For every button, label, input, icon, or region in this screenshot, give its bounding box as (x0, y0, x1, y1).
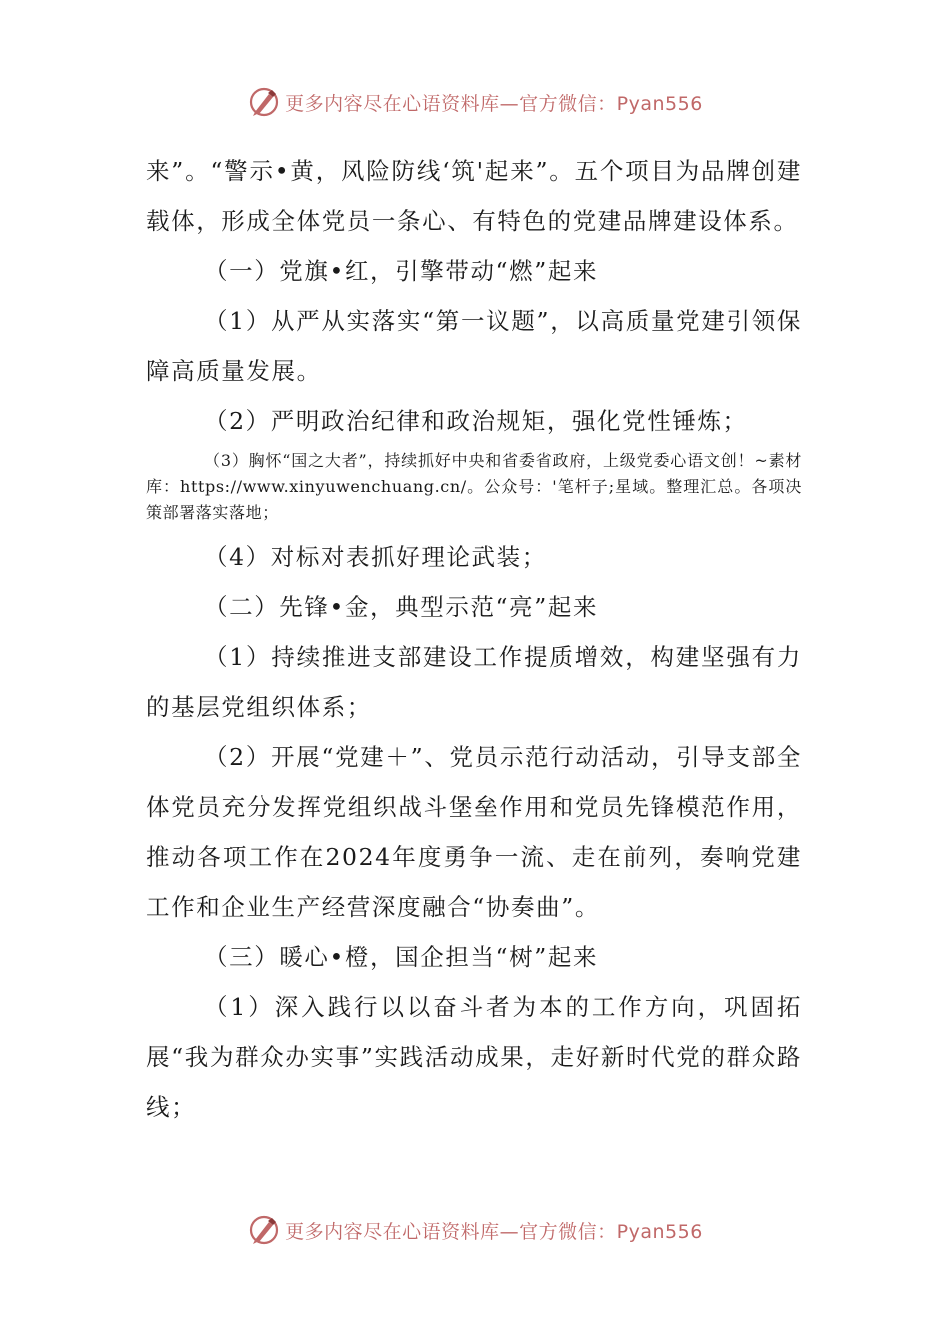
list-item-1-2: （2）严明政治纪律和政治规矩，强化党性锤炼； (204, 407, 748, 435)
list-item-1-1: （1）从严从实落实“第一议题”，以高质量党建引领保障高质量发展。 (146, 307, 802, 385)
list-item-1-4: （4）对标对表抓好理论武装； (204, 543, 547, 571)
watermark-banner-bottom (0, 1210, 950, 1250)
list-item-2-1: （1）持续推进支部建设工作提质增效，构建坚强有力的基层党组织体系； (146, 643, 802, 721)
list-item-1-3: （3）胸怀“国之大者”，持续抓好中央和省委省政府，上级党委心语文创！~素材库：https://www.xinyuwenchuang.cn/。公众号：'笔杆子;星域。整理汇总。各项决策部署落实落地； (146, 451, 802, 522)
watermark-text: 更多内容尽在心语资料库—官方微信：Pyan556 (285, 1220, 703, 1243)
list-item-2-2: （2）开展“党建＋”、党员示范行动活动，引导支部全体党员充分发挥党组织战斗堡垒作用和党员先锋模范作用，推动各项工作在2024年度勇争一流、走在前列，奏响党建工作和企业生产经营深度融合“协奏曲”。 (146, 743, 802, 921)
pen-circle-logo-icon (247, 85, 281, 119)
paragraph-1: 来”。“警示•黄，风险防线‘筑'起来”。五个项目为品牌创建载体，形成全体党员一条心、有特色的党建品牌建设体系。 (146, 157, 802, 235)
watermark-banner-top (0, 82, 950, 122)
section-heading-2: （二）先锋•金，典型示范“亮”起来 (204, 593, 599, 621)
pen-circle-logo-icon (247, 1213, 281, 1247)
watermark-text: 更多内容尽在心语资料库—官方微信：Pyan556 (285, 92, 703, 115)
section-heading-1: （一）党旗•红，引擎带动“燃”起来 (204, 257, 599, 285)
document-body (146, 146, 802, 1132)
list-item-3-1: （1）深入践行以以奋斗者为本的工作方向，巩固拓展“我为群众办实事”实践活动成果，走好新时代党的群众路线； (146, 993, 802, 1121)
section-heading-3: （三）暖心•橙，国企担当“树”起来 (204, 943, 599, 971)
